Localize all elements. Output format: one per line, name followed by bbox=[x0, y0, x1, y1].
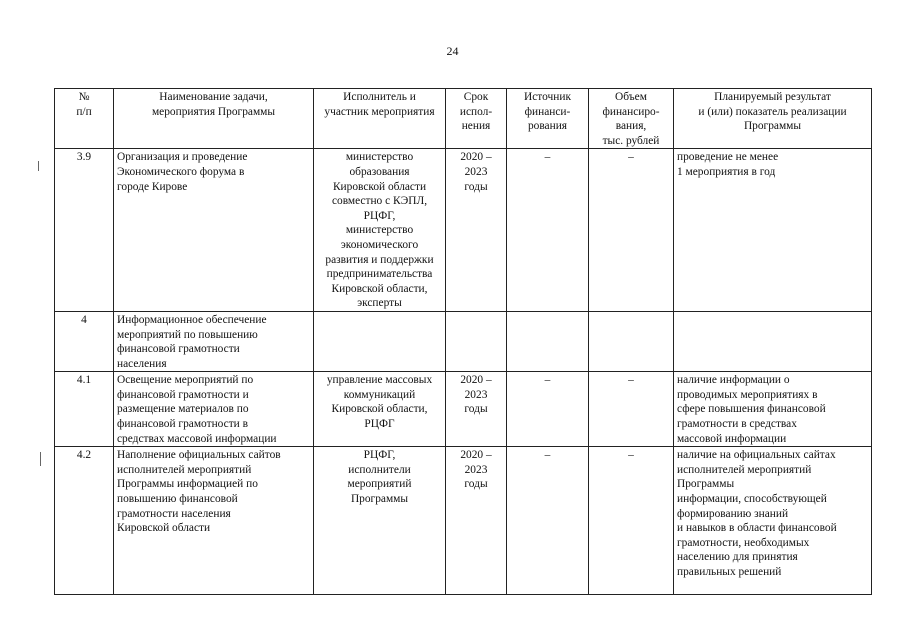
page-number: 24 bbox=[446, 44, 459, 58]
header-source: Источник финанси- рования bbox=[507, 89, 589, 149]
table-row bbox=[55, 447, 872, 595]
header-executor: Исполнитель и участник мероприятия bbox=[314, 89, 446, 149]
row-result: наличие информации о проводимых мероприятиях в сфере повышения финансовой грамотности в средствах массовой информации bbox=[674, 372, 872, 447]
row-executor: управление массовых коммуникаций Кировской области, РЦФГ bbox=[314, 372, 446, 447]
row-source: – bbox=[507, 372, 589, 447]
row-source: – bbox=[507, 149, 589, 312]
header-term: Срок испол- нения bbox=[446, 89, 507, 149]
row-term bbox=[446, 311, 507, 371]
row-term: 2020 – 2023 годы bbox=[446, 149, 507, 312]
row-volume bbox=[589, 311, 674, 371]
program-measures-table bbox=[54, 88, 872, 595]
table-header-row bbox=[55, 89, 872, 149]
row-source: – bbox=[507, 447, 589, 595]
table-row bbox=[55, 311, 872, 371]
row-term: 2020 – 2023 годы bbox=[446, 372, 507, 447]
row-result: проведение не менее 1 мероприятия в год bbox=[674, 149, 872, 312]
row-executor: РЦФГ, исполнители мероприятий Программы bbox=[314, 447, 446, 595]
row-executor bbox=[314, 311, 446, 371]
header-number: № п/п bbox=[55, 89, 114, 149]
margin-mark-lower bbox=[40, 452, 41, 466]
row-number: 3.9 bbox=[55, 149, 114, 312]
row-volume: – bbox=[589, 149, 674, 312]
margin-mark-upper bbox=[38, 161, 39, 171]
row-term: 2020 – 2023 годы bbox=[446, 447, 507, 595]
row-source bbox=[507, 311, 589, 371]
row-volume: – bbox=[589, 372, 674, 447]
header-volume: Объем финансиро- вания, тыс. рублей bbox=[589, 89, 674, 149]
row-number: 4.1 bbox=[55, 372, 114, 447]
header-task: Наименование задачи, мероприятия Программы bbox=[114, 89, 314, 149]
row-task: Информационное обеспечение мероприятий по повышению финансовой грамотности населения bbox=[114, 311, 314, 371]
table-row bbox=[55, 149, 872, 312]
row-number: 4.2 bbox=[55, 447, 114, 595]
row-volume: – bbox=[589, 447, 674, 595]
row-executor: министерство образования Кировской области совместно с КЭПЛ, РЦФГ, министерство экономического развития и поддержки предпринимательства Кировской области, эксперты bbox=[314, 149, 446, 312]
header-result: Планируемый результат и (или) показатель реализации Программы bbox=[674, 89, 872, 149]
row-result: наличие на официальных сайтах исполнителей мероприятий Программы информации, способствующей формированию знаний и навыков в области финансовой грамотности, необходимых населению для принятия правильных решений bbox=[674, 447, 872, 595]
row-number: 4 bbox=[55, 311, 114, 371]
row-task: Организация и проведение Экономического форума в городе Кирове bbox=[114, 149, 314, 312]
row-result bbox=[674, 311, 872, 371]
row-task: Освещение мероприятий по финансовой грамотности и размещение материалов по финансовой грамотности в средствах массовой информации bbox=[114, 372, 314, 447]
row-task: Наполнение официальных сайтов исполнителей мероприятий Программы информацией по повышению финансовой грамотности населения Кировской области bbox=[114, 447, 314, 595]
table-row bbox=[55, 372, 872, 447]
